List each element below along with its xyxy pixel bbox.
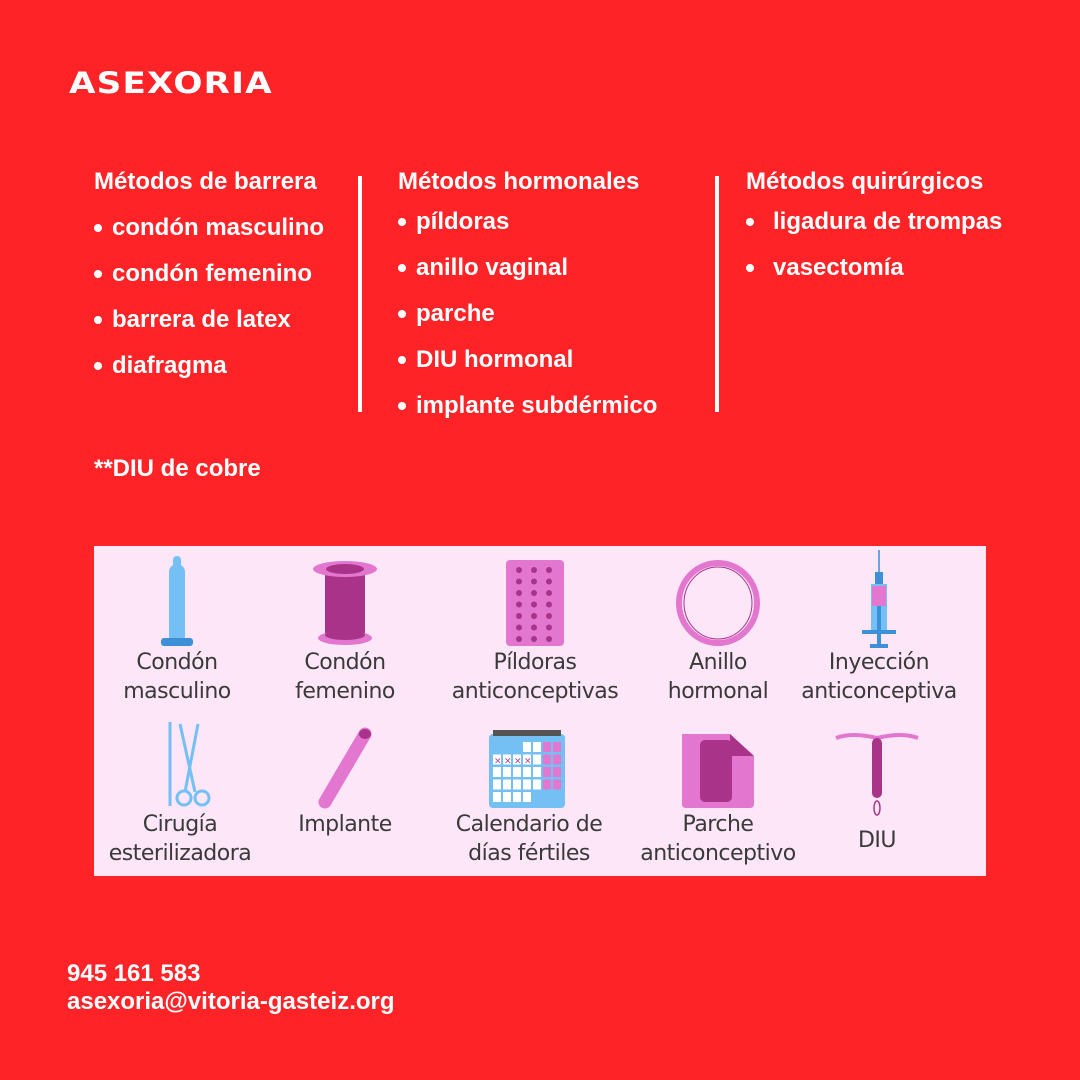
divider [715,176,719,412]
icon-pildoras [446,560,624,706]
icon-label: Implante [298,812,392,837]
list-item: anillo vaginal [398,254,657,300]
icon-label: anticonceptivo [640,841,796,866]
pill-pack-icon [505,560,565,648]
icon-label: Condón [304,650,386,675]
icon-diu [788,730,966,855]
list-item: diafragma [94,352,324,398]
icon-label: anticonceptivas [451,679,619,704]
icon-label: Cirugía [142,812,218,837]
icon-condon-femenino [256,560,434,706]
icon-parche [629,730,807,868]
syringe-icon [849,550,909,648]
list-item: vasectomía [746,254,1002,300]
list-item: ligadura de trompas [746,208,1002,254]
column-surgical [746,168,1002,300]
icon-label: anticonceptiva [801,679,957,704]
icon-label: Condón [136,650,218,675]
icon-label: DIU [857,828,897,853]
icon-label: días fértiles [468,841,590,866]
icon-calendario [440,730,618,868]
male-condom-icon [147,556,207,648]
list-item: parche [398,300,657,346]
implant-icon [310,726,380,810]
ring-icon [673,560,763,648]
divider [358,176,362,412]
calendar-icon [489,730,569,810]
icon-label: Anillo [689,650,747,675]
iud-icon [832,730,922,820]
icon-anillo [629,560,807,706]
icon-inyeccion [790,550,968,706]
list-item: DIU hormonal [398,346,657,392]
svg-text:×: × [514,756,522,767]
brand-logo: ASEXORIA [69,66,273,100]
icon-implante [256,726,434,839]
icon-label: Calendario de [455,812,603,837]
column-title: Métodos quirúrgicos [746,168,984,195]
note-text: **DIU de cobre [94,455,261,482]
patch-icon [678,730,758,810]
icon-label: masculino [123,679,231,704]
column-title: Métodos de barrera [94,168,317,195]
email-address: asexoria@vitoria-gasteiz.org [67,988,395,1015]
methods-panel [94,546,986,876]
icon-label: Píldoras [493,650,577,675]
phone-number: 945 161 583 [67,960,201,987]
column-hormonal [398,168,657,438]
icon-label: esterilizadora [108,841,252,866]
svg-text:×: × [504,756,512,767]
icon-label: hormonal [667,679,769,704]
icon-label: femenino [295,679,395,704]
list-item: condón femenino [94,260,324,306]
column-barrier [94,168,324,398]
icon-label: Inyección [828,650,930,675]
contact-info [67,960,395,1016]
list-item: píldoras [398,208,657,254]
svg-text:×: × [494,756,502,767]
list-item: implante subdérmico [398,392,657,438]
surgical-tools-icon [140,720,220,810]
list-item: condón masculino [94,214,324,260]
column-title: Métodos hormonales [398,168,640,195]
icon-condon-masculino [88,556,266,706]
svg-text:×: × [524,756,532,767]
list-item: barrera de latex [94,306,324,352]
icon-cirugia [91,720,269,868]
female-condom-icon [310,560,380,648]
icon-label: Parche [682,812,754,837]
